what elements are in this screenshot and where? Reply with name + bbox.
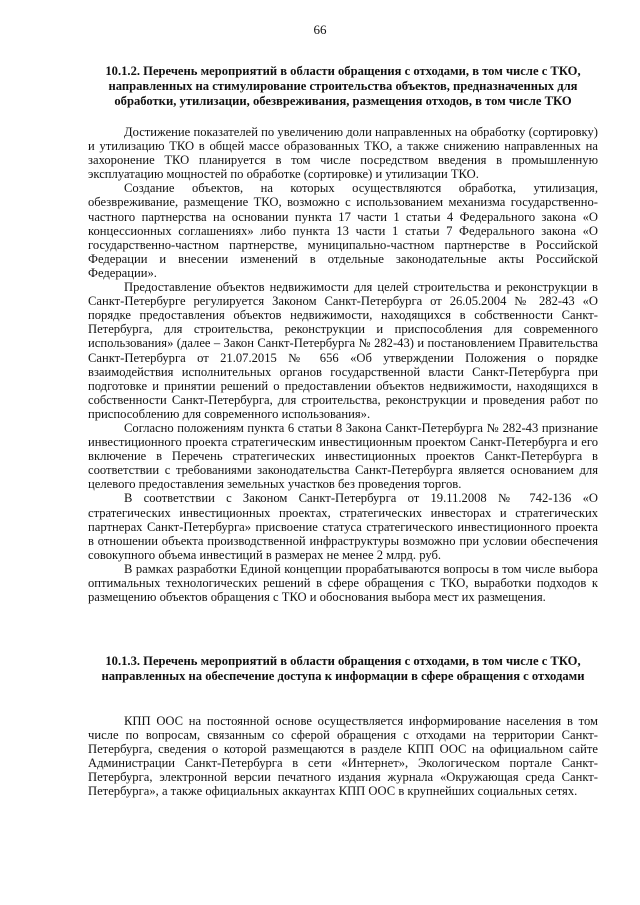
- paragraph: В рамках разработки Единой концепции прорабатываются вопросы в том числе выбора оптимальных технологических решений в сфере обращения с ТКО, выработки подходов к размещению объектов обращения с ТКО и обоснования выбора мест их размещения.: [88, 561, 598, 605]
- paragraph: Создание объектов, на которых осуществляются обработка, утилизация, обезвреживание, размещение ТКО, возможно с использованием механизма государственно-частного партнерства на основании пункта 17 части 1 статьи 4 Федерального закона «О концессионных соглашениях» либо пункта 13 части 1 статьи 7 Федерального закона «О государственно-частном партнерстве, муниципально-частном партнерстве в Российской Федерации и внесении изменений в отдельные законодательные акты Российской Федерации».: [88, 181, 598, 280]
- page-number: 66: [313, 22, 327, 37]
- section-body-10-1-3: [88, 714, 598, 799]
- paragraph: Согласно положениям пункта 6 статьи 8 Закона Санкт-Петербурга № 282-43 признание инвестиционного проекта стратегическим инвестиционным проектом Санкт-Петербурга и его включение в Перечень стратегических инвестиционных проектов Санкт-Петербурга в соответствии с требованиями законодательства Санкт-Петербурга является основанием для целевого предоставления земельных участков без проведения торгов.: [88, 420, 598, 492]
- section-heading-10-1-3: 10.1.3. Перечень мероприятий в области обращения с отходами, в том числе с ТКО, направленных на обеспечение доступа к информации в сфере обращения с отходами: [101, 654, 585, 683]
- paragraph: КПП ООС на постоянной основе осуществляется информирование населения в том числе по вопросам, связанным со сферой обращения с отходами на территории Санкт-Петербурга, сведения о которой размещаются в разделе КПП ООС на официальном сайте Администрации Санкт-Петербурга в сети «Интернет», Экологическом портале Санкт-Петербурга, электронной версии печатного издания журнала «Окружающая среда Санкт-Петербурга», а также официальных аккаунтах КПП ООС в крупнейших социальных сетях.: [88, 714, 598, 799]
- paragraph: Предоставление объектов недвижимости для целей строительства и реконструкции в Санкт-Петербурге регулируется Законом Санкт-Петербурга от 26.05.2004 № 282-43 «О порядке предоставления объектов недвижимости, находящихся в собственности Санкт-Петербурга, для строительства, реконструкции и приспособления для современного использования» (далее – Закон Санкт-Петербурга № 282-43) и постановлением Правительства Санкт-Петербурга от 21.07.2015 № 656 «Об утверждении Положения о порядке взаимодействия исполнительных органов государственной власти Санкт-Петербурга при подготовке и принятии решений о предоставлении объектов недвижимости, находящихся в собственности Санкт-Петербурга, для строительства, реконструкции и проведения работ по приспособлению для современного использования».: [88, 280, 598, 421]
- paragraph: В соответствии с Законом Санкт-Петербурга от 19.11.2008 № 742-136 «О стратегических инвестиционных проектах, стратегических инвесторах и стратегических партнерах Санкт-Петербурга» присвоение статуса стратегического инвестиционного проекта в отношении объекта производственной инфраструктуры возможно при условии обеспечения совокупного объема инвестиций в размерах не менее 2 млрд. руб.: [88, 491, 598, 562]
- paragraph: Достижение показателей по увеличению доли направленных на обработку (сортировку) и утилизацию ТКО в общей массе образованных ТКО, а также снижению направленных на захоронение ТКО планируется в том числе посредством введения в промышленную эксплуатацию мощностей по обработке (сортировке) и утилизации ТКО.: [88, 125, 598, 182]
- section-heading-10-1-2: 10.1.2. Перечень мероприятий в области обращения с отходами, в том числе с ТКО, направленных на стимулирование строительства объектов, предназначенных для обработки, утилизации, обезвреживания, размещения отходов, в том числе ТКО: [105, 64, 581, 108]
- section-body-10-1-2: [88, 125, 598, 604]
